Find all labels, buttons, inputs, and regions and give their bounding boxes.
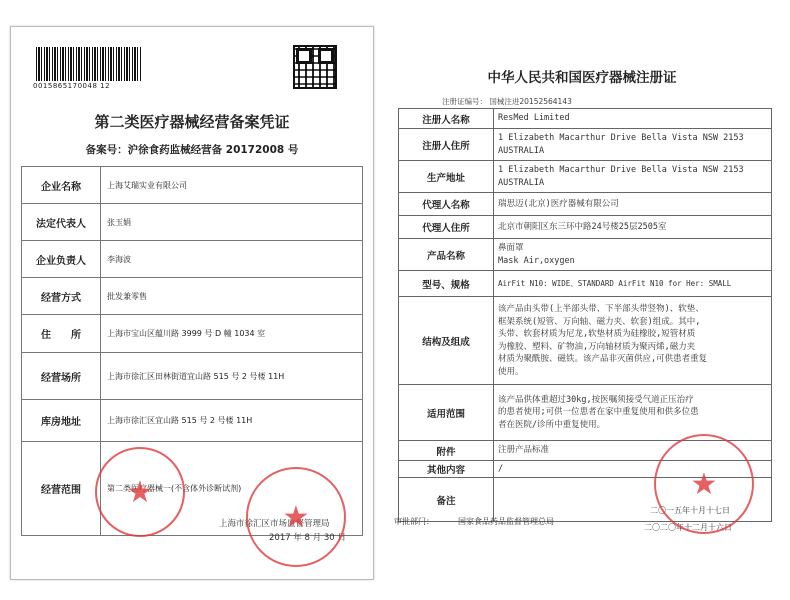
value-line: AUSTRALIA — [498, 177, 545, 188]
row-label: 企业负责人 — [22, 241, 101, 278]
row-value — [494, 271, 772, 297]
filing-date: 2017 年 8 月 30 日 — [269, 533, 346, 543]
row-label: 经营范围 — [22, 442, 101, 536]
approval-department: 国家食品药品监督管理总局 — [458, 517, 554, 526]
change-date: 二〇二〇年十二月十六日 — [644, 523, 732, 532]
table-row — [399, 239, 772, 271]
row-label: 经营场所 — [22, 353, 101, 400]
red-seal-stamp-icon: ★ — [654, 434, 754, 534]
table-row — [22, 167, 363, 204]
row-label: 企业名称 — [22, 167, 101, 204]
value-line: 者在医院/诊所中重复使用。 — [498, 419, 606, 430]
registration-number: 注册证编号： 国械注进20152564143 — [442, 97, 572, 106]
table-row — [399, 216, 772, 239]
red-seal-stamp-icon: ★ — [246, 467, 346, 567]
value-line: 为橡胶、塑料、矿物油,万向轴材质为聚丙烯,磁力夹 — [498, 341, 696, 352]
value-line: AirFit N10: WIDE、STANDARD AirFit N10 for Her: SMALL — [498, 279, 732, 288]
row-value: 批发兼零售 — [101, 278, 363, 315]
row-value — [494, 193, 772, 216]
row-label: 其他内容 — [399, 461, 494, 478]
approval-date: 二〇一五年十月十七日 — [650, 506, 730, 515]
red-seal-stamp-icon: ★ — [95, 447, 185, 537]
table-row — [22, 241, 363, 278]
value-line: 该产品由头带(上半部头带、下半部头带竖物)、软垫、 — [498, 304, 704, 314]
row-value — [494, 161, 772, 193]
value-line: 瑞思迈(北京)医疗器械有限公司 — [498, 198, 619, 209]
table-row — [399, 129, 772, 161]
row-label: 经营方式 — [22, 278, 101, 315]
row-value: 李海波 — [101, 241, 363, 278]
value-line: 注册产品标准 — [498, 445, 550, 455]
registration-title: 中华人民共和国医疗器械注册证 — [487, 70, 677, 86]
row-label: 生产地址 — [399, 161, 494, 193]
value-line: 该产品供体重超过30kg,按医嘱须接受气道正压治疗 — [498, 394, 694, 405]
row-label: 注册人名称 — [399, 109, 494, 129]
row-label: 库房地址 — [22, 400, 101, 442]
value-line: Mask Air,oxygen — [498, 255, 575, 266]
table-row — [399, 385, 772, 441]
row-label: 附件 — [399, 441, 494, 461]
value-line: ResMed Limited — [498, 113, 570, 123]
row-label: 代理人名称 — [399, 193, 494, 216]
row-label: 注册人住所 — [399, 129, 494, 161]
value-line: 头带、软套材质为尼龙,软垫材质为硅橡胶,短管材质 — [498, 329, 696, 339]
filing-issuer: 上海市徐汇区市场监督管理局 — [219, 519, 330, 529]
value-line: 材质为聚酰胺、磁铁。该产品非灭菌供应,可供患者重复 — [498, 354, 708, 364]
value-line: 北京市朝阳区东三环中路24号楼25层2505室 — [498, 221, 667, 232]
filing-record-number: 备案号：沪徐食药监械经营备 20172008 号 — [85, 144, 299, 156]
row-value: 上海市徐汇区田林街道宜山路 515 号 2 号楼 11H — [101, 353, 363, 400]
table-row — [399, 109, 772, 129]
row-value: 上海市徐汇区宜山路 515 号 2 号楼 11H — [101, 400, 363, 442]
registration-certificate — [392, 38, 772, 578]
value-line: 的患者使用;可供一位患者在家中重复使用和供多位患 — [498, 407, 699, 418]
table-row — [399, 161, 772, 193]
row-value: 上海艾瑞实业有限公司 — [101, 167, 363, 204]
row-label: 备注 — [399, 478, 494, 522]
row-value: 第二类医疗器械一(不含体外诊断试剂) — [101, 442, 363, 536]
row-value — [494, 385, 772, 441]
value-line: 鼻面罩 — [498, 242, 524, 253]
table-row — [22, 353, 363, 400]
row-value — [494, 216, 772, 239]
table-row — [22, 204, 363, 241]
approval-label: 审批部门： — [394, 517, 434, 526]
row-label: 结构及组成 — [399, 297, 494, 385]
barcode — [36, 47, 141, 81]
row-value — [494, 297, 772, 385]
row-value — [494, 109, 772, 129]
table-row — [22, 400, 363, 442]
row-value: 上海市宝山区蕴川路 3999 号 D 幢 1034 室 — [101, 315, 363, 353]
table-row — [399, 297, 772, 385]
value-line: 1 Elizabeth Macarthur Drive Bella Vista NSW 2153 — [498, 164, 744, 175]
row-value: 张玉娟 — [101, 204, 363, 241]
value-line: 使用。 — [498, 366, 524, 377]
filing-certificate — [10, 26, 374, 580]
value-line: / — [498, 463, 504, 474]
row-label: 型号、规格 — [399, 271, 494, 297]
value-line: 框架系统(短管、万向轴、磁力夹、软套)组成。其中, — [498, 316, 701, 327]
row-value — [494, 129, 772, 161]
filing-title: 第二类医疗器械经营备案凭证 — [94, 113, 290, 131]
row-label: 产品名称 — [399, 239, 494, 271]
row-label: 适用范围 — [399, 385, 494, 441]
table-row — [22, 278, 363, 315]
value-line: 1 Elizabeth Macarthur Drive Bella Vista NSW 2153 — [498, 132, 744, 143]
table-row — [399, 271, 772, 297]
row-label: 代理人住所 — [399, 216, 494, 239]
table-row — [399, 193, 772, 216]
table-row — [22, 315, 363, 353]
value-line: AUSTRALIA — [498, 145, 545, 156]
row-label: 住 所 — [22, 315, 101, 353]
barcode-number: 0015865170048 12 — [33, 82, 111, 90]
qr-code-icon — [293, 45, 337, 89]
row-value — [494, 239, 772, 271]
row-label: 法定代表人 — [22, 204, 101, 241]
